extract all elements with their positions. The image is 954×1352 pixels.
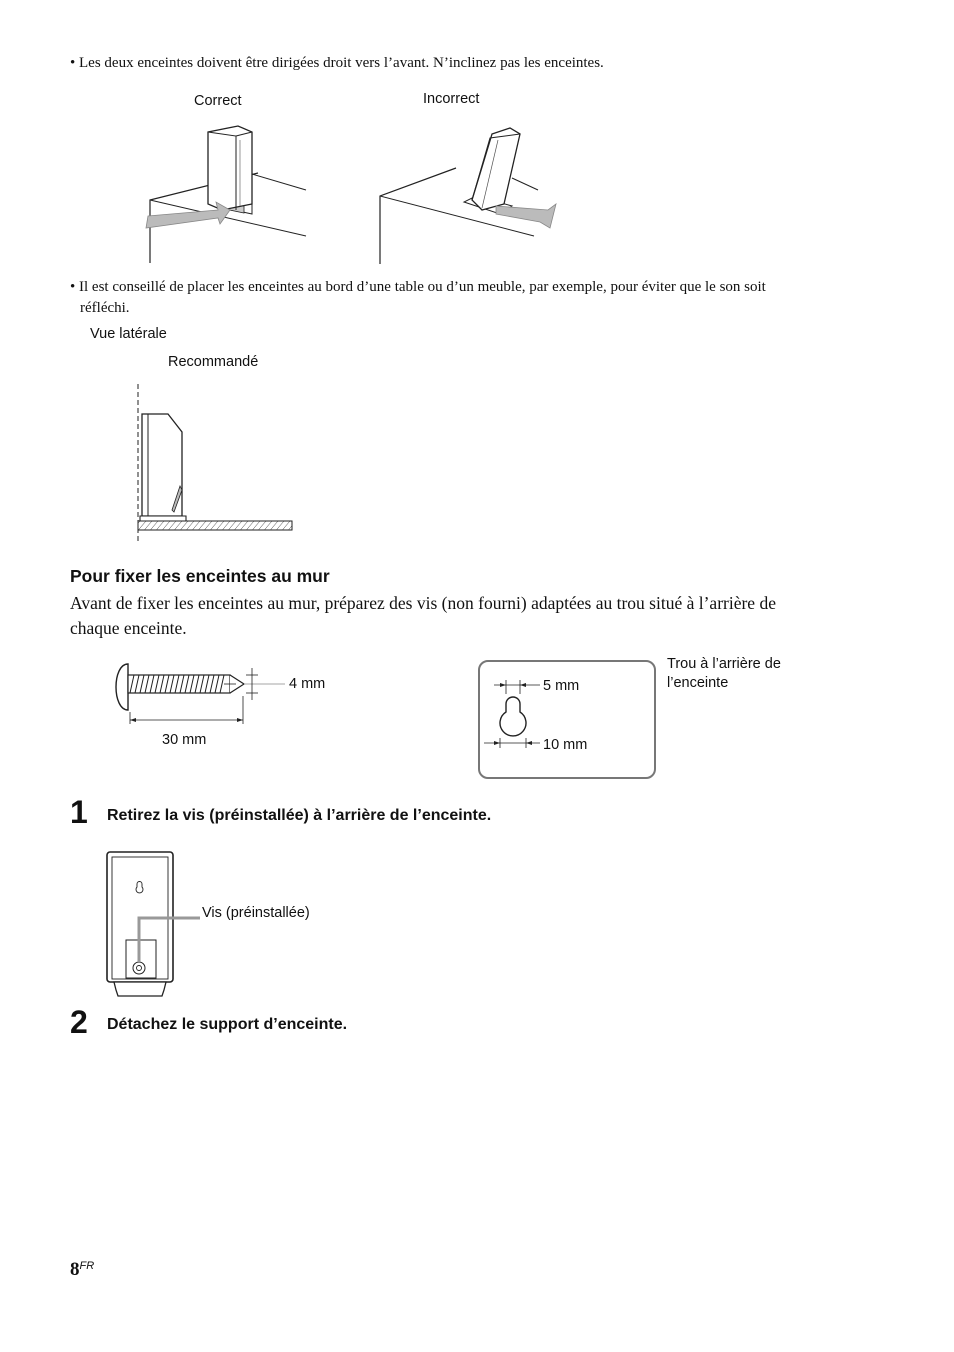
side-view-label: Vue latérale [90,326,167,342]
preinstalled-screw-label: Vis (préinstallée) [202,905,310,921]
bullet-edge-placement-line2: réfléchi. [80,300,130,316]
bullet-speakers-forward: • Les deux enceintes doivent être dirigées droit vers l’avant. N’inclinez pas les enceintes. [70,55,604,71]
keyhole-width-label: 5 mm [543,678,580,694]
page-number-value: 8 [70,1259,80,1280]
keyhole-caption-line2: l’enceinte [667,675,729,691]
side-view-illustration [120,380,300,545]
keyhole-caption-line1: Trou à l’arrière de [667,656,781,672]
step-1-number: 1 [70,794,88,830]
section-intro-line1: Avant de fixer les enceintes au mur, préparez des vis (non fourni) adaptées au trou situé à l’arrière de [70,593,776,613]
section-intro-line2: chaque enceinte. [70,618,187,638]
page-number [70,1259,94,1281]
incorrect-placement-illustration [372,118,572,268]
correct-label: Correct [194,93,242,109]
incorrect-label: Incorrect [423,91,480,107]
step-2-text: Détachez le support d’enceinte. [107,1016,348,1033]
screw-length-label: 30 mm [162,732,207,748]
screw-diameter-label: 4 mm [289,676,326,692]
speaker-back-illustration [104,850,184,1000]
page-language: FR [79,1260,95,1272]
keyhole-height-label: 10 mm [543,737,588,753]
bullet-edge-placement-line1: • Il est conseillé de placer les enceintes au bord d’une table ou d’un meuble, par exemple, pour éviter que le son soit [70,279,766,295]
recommended-label: Recommandé [168,354,259,370]
step-1-text: Retirez la vis (préinstallée) à l’arrière de l’enceinte. [107,807,492,824]
screw-diagram [110,658,310,728]
correct-placement-illustration [140,118,320,268]
step-2-number: 2 [70,1004,88,1040]
section-title: Pour fixer les enceintes au mur [70,566,330,586]
